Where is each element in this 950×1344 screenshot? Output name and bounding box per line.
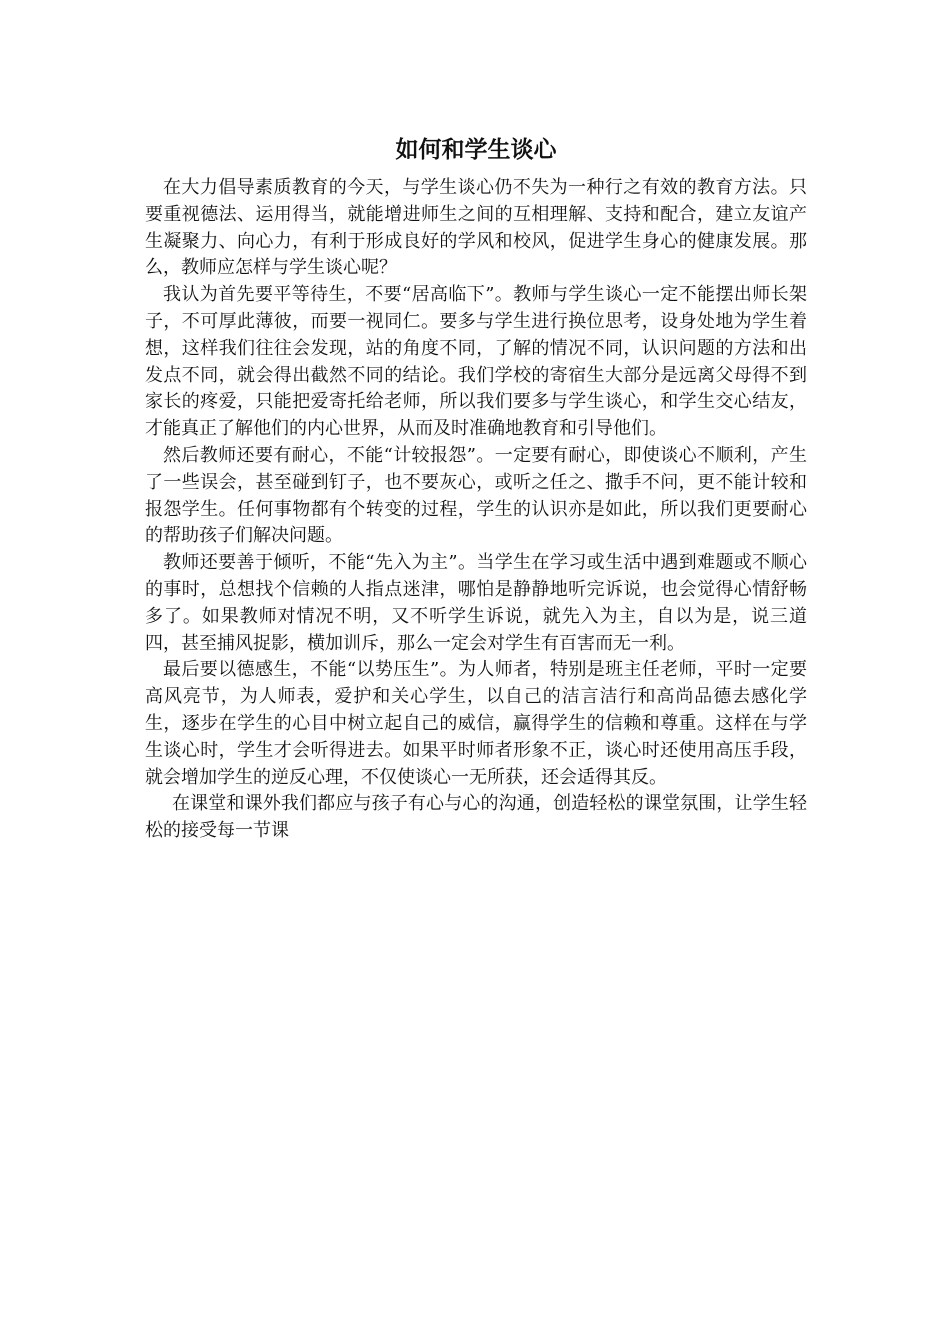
paragraph-4: 教师还要善于倾听，不能“先入为主”。当学生在学习或生活中遇到难题或不顺心的事时，总想找个信赖的人指点迷津，哪怕是静静地听完诉说，也会觉得心情舒畅多了。如果教师对情况不明，又不听学生诉说，就先入为主，自以为是，说三道四，甚至捕风捉影，横加训斥，那么一定会对学生有百害而无一利。 xyxy=(145,552,807,654)
paragraph-2: 我认为首先要平等待生，不要“居高临下”。教师与学生谈心一定不能摆出师长架子，不可厚此薄彼，而要一视同仁。要多与学生进行换位思考，设身处地为学生着想，这样我们往往会发现，站的角度不同，了解的情况不同，认识问题的方法和出发点不同，就会得出截然不同的结论。我们学校的寄宿生大部分是远离父母得不到家长的疼爱，只能把爱寄托给老师，所以我们要多与学生谈心，和学生交心结友，才能真正了解他们的内心世界，从而及时准确地教育和引导他们。 xyxy=(145,284,807,440)
paragraph-6: 在课堂和课外我们都应与孩子有心与心的沟通，创造轻松的课堂氛围，让学生轻松的接受每一节课 xyxy=(145,793,807,842)
paragraph-5: 最后要以德感生，不能“以势压生”。为人师者，特别是班主任老师，平时一定要高风亮节，为人师表，爱护和关心学生，以自己的洁言洁行和高尚品德去感化学生，逐步在学生的心目中树立起自己的威信，赢得学生的信赖和尊重。这样在与学生谈心时，学生才会听得进去。如果平时师者形象不正，谈心时还使用高压手段，就会增加学生的逆反心理，不仅使谈心一无所获，还会适得其反。 xyxy=(145,659,807,788)
document-body xyxy=(145,134,807,845)
document-title: 如何和学生谈心 xyxy=(395,136,557,163)
paragraph-3: 然后教师还要有耐心，不能“计较报怨”。一定要有耐心，即使谈心不顺利，产生了一些误会，甚至碰到钉子，也不要灰心，或听之任之、撒手不问，更不能计较和报怨学生。任何事物都有个转变的过程，学生的认识亦是如此，所以我们更要耐心的帮助孩子们解决问题。 xyxy=(145,444,807,547)
paragraph-1: 在大力倡导素质教育的今天，与学生谈心仍不失为一种行之有效的教育方法。只要重视德法、运用得当，就能增进师生之间的互相理解、支持和配合，建立友谊产生凝聚力、向心力，有利于形成良好的学风和校风，促进学生身心的健康发展。那么，教师应怎样与学生谈心呢？ xyxy=(145,177,807,279)
